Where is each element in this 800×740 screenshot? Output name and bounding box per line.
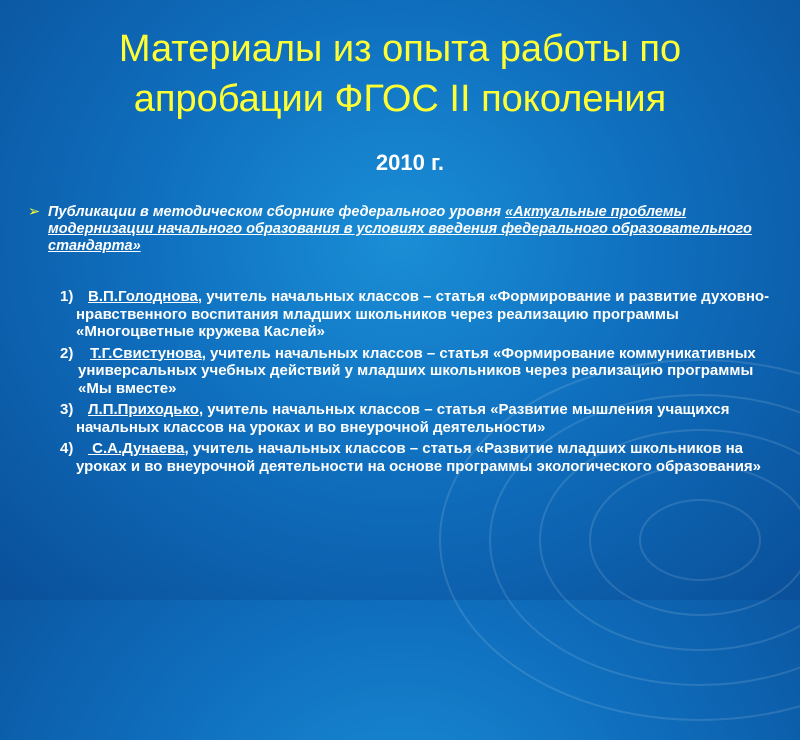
intro-lead: Публикации в методическом сборнике федерального уровня (48, 204, 506, 220)
author-name: Л.П.Приходько (88, 401, 199, 418)
item-number: 1) (60, 288, 74, 305)
item-number: 4) (60, 440, 74, 457)
list-item (60, 345, 775, 398)
publication-intro (28, 204, 768, 255)
author-name: В.П.Голоднова (88, 288, 198, 305)
item-text: , учитель начальных классов – статья «Формирование и развитие духовно-нравственного воспитания младших школьников через реализацию программы «Многоцветные кружева Каслей» (76, 288, 770, 340)
author-name: Т.Г.Свистунова (90, 344, 202, 362)
item-number: 3) (60, 401, 74, 418)
list-item (60, 288, 775, 341)
title-line-1: Материалы из опыта работы по (118, 28, 682, 70)
publication-list (60, 288, 775, 479)
item-text: , учитель начальных классов – статья «Формирование коммуникативных универсальных учебных действий у младших школьников через реализацию программы «Мы вместе» (78, 344, 756, 397)
author-name: С.А.Дунаева (88, 440, 185, 457)
publication-title: «Актуальные проблемы модернизации начального образования в условиях введения федерального образовательного стандарта» (48, 204, 752, 254)
title-line-2: апробации ФГОС II поколения (133, 78, 667, 120)
list-item (60, 401, 775, 436)
item-text: , учитель начальных классов – статья «Развитие мышления учащихся начальных классов на уроках и во внеурочной деятельности» (76, 401, 730, 436)
list-item (60, 440, 775, 475)
slide-title (20, 24, 780, 124)
arrow-bullet-icon: ➢ (28, 204, 41, 220)
item-number: 2) (60, 344, 74, 362)
year-heading: 2010 г. (375, 150, 445, 175)
item-text: , учитель начальных классов – статья «Развитие младших школьников на уроках и во внеурочной деятельности на основе программы экологического образования» (76, 440, 762, 475)
